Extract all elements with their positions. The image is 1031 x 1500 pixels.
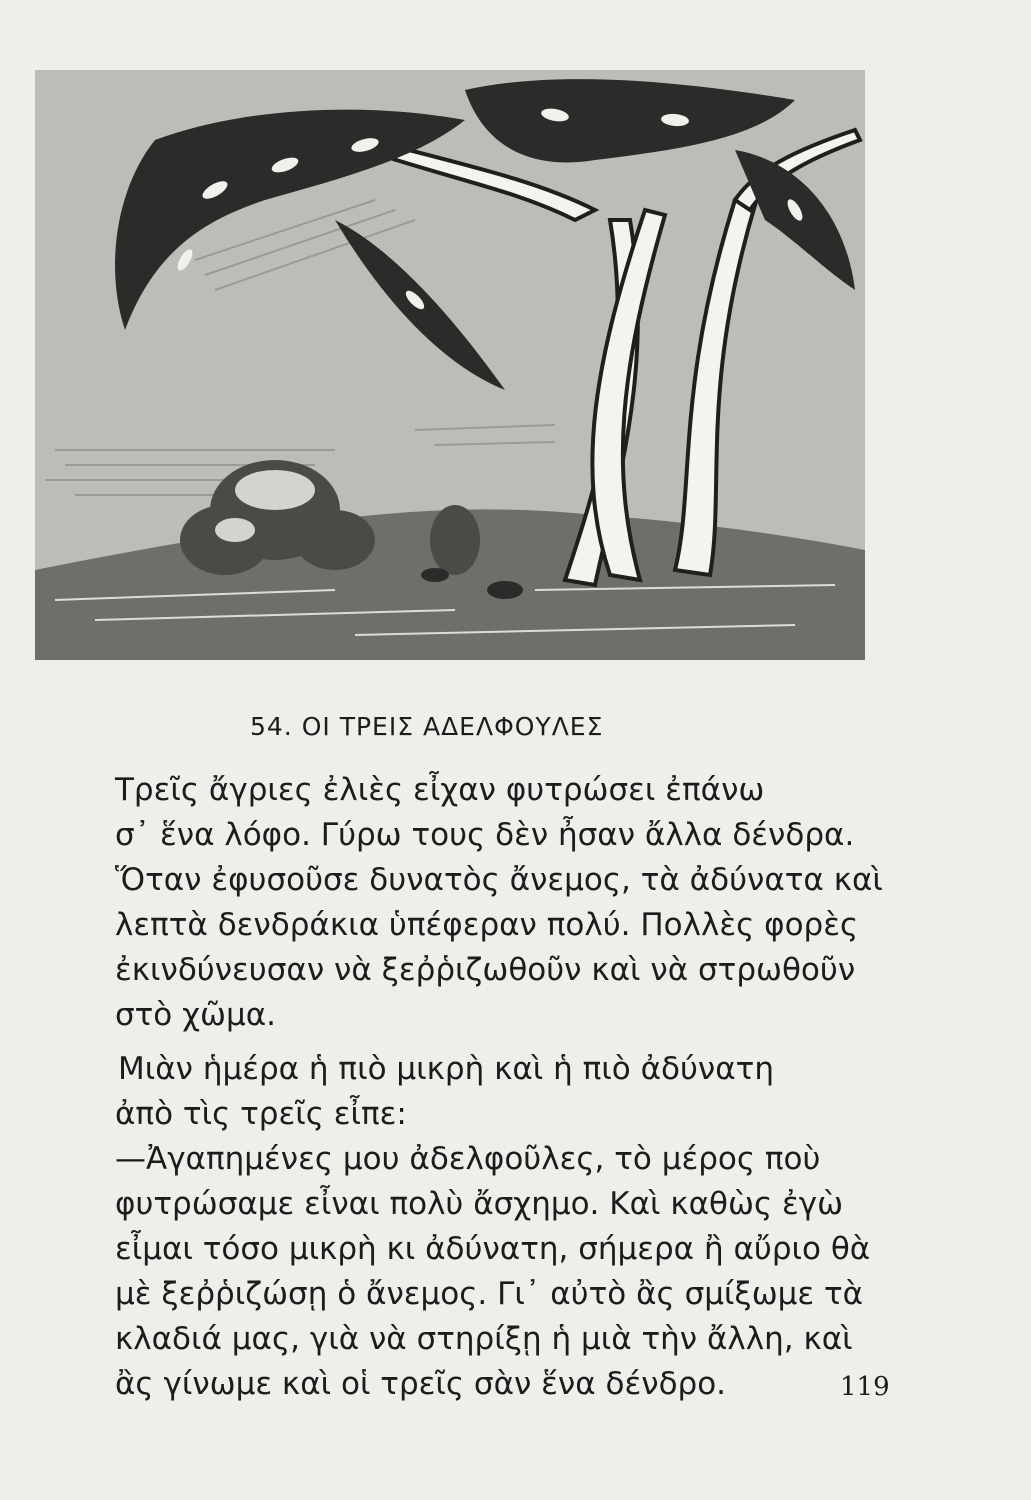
text-line: ἀπὸ τὶς τρεῖς εἶπε: <box>115 1096 407 1132</box>
story-text <box>115 768 883 1407</box>
text-line: Τρεῖς ἄγριες ἐλιὲς εἶχαν φυτρώσει ἐπάνω <box>115 772 765 808</box>
text-line: εἶμαι τόσο μικρὴ κι ἀδύνατη, σήμερα ἢ αὔριο θὰ <box>115 1231 871 1267</box>
chapter-title: 54. ΟΙ ΤΡΕΙΣ ΑΔΕΛΦΟΥΛΕΣ <box>250 712 604 741</box>
text-line: Ὅταν ἐφυσοῦσε δυνατὸς ἄνεμος, τὰ ἀδύνατα καὶ <box>115 862 883 898</box>
text-line: σ᾽ ἕνα λόφο. Γύρω τους δὲν ἦσαν ἄλλα δένδρα. <box>115 817 855 853</box>
text-line: ἂς γίνωμε καὶ οἱ τρεῖς σὰν ἕνα δένδρο. <box>115 1366 727 1402</box>
text-line: Μιὰν ἡμέρα ἡ πιὸ μικρὴ καὶ ἡ πιὸ ἀδύνατη <box>118 1051 774 1087</box>
text-line: λεπτὰ δενδράκια ὑπέφεραν πολύ. Πολλὲς φορὲς <box>115 907 859 943</box>
page-number: 119 <box>840 1372 890 1402</box>
illustration-three-olive-trees <box>35 70 865 660</box>
text-line: —Ἀγαπημένες μου ἀδελφοῦλες, τὸ μέρος ποὺ <box>115 1141 821 1177</box>
text-line: κλαδιά μας, γιὰ νὰ στηρίξῃ ἡ μιὰ τὴν ἄλλη, καὶ <box>115 1321 853 1357</box>
text-line: στὸ χῶμα. <box>115 997 277 1033</box>
text-line: μὲ ξεῤῥιζώσῃ ὁ ἄνεμος. Γι᾽ αὐτὸ ἂς σμίξωμε τὰ <box>115 1276 864 1312</box>
text-line: φυτρώσαμε εἶναι πολὺ ἄσχημο. Καὶ καθὼς ἐγὼ <box>115 1186 844 1222</box>
text-line: ἐκινδύνευσαν νὰ ξεῤῥιζωθοῦν καὶ νὰ στρωθοῦν <box>115 952 856 988</box>
